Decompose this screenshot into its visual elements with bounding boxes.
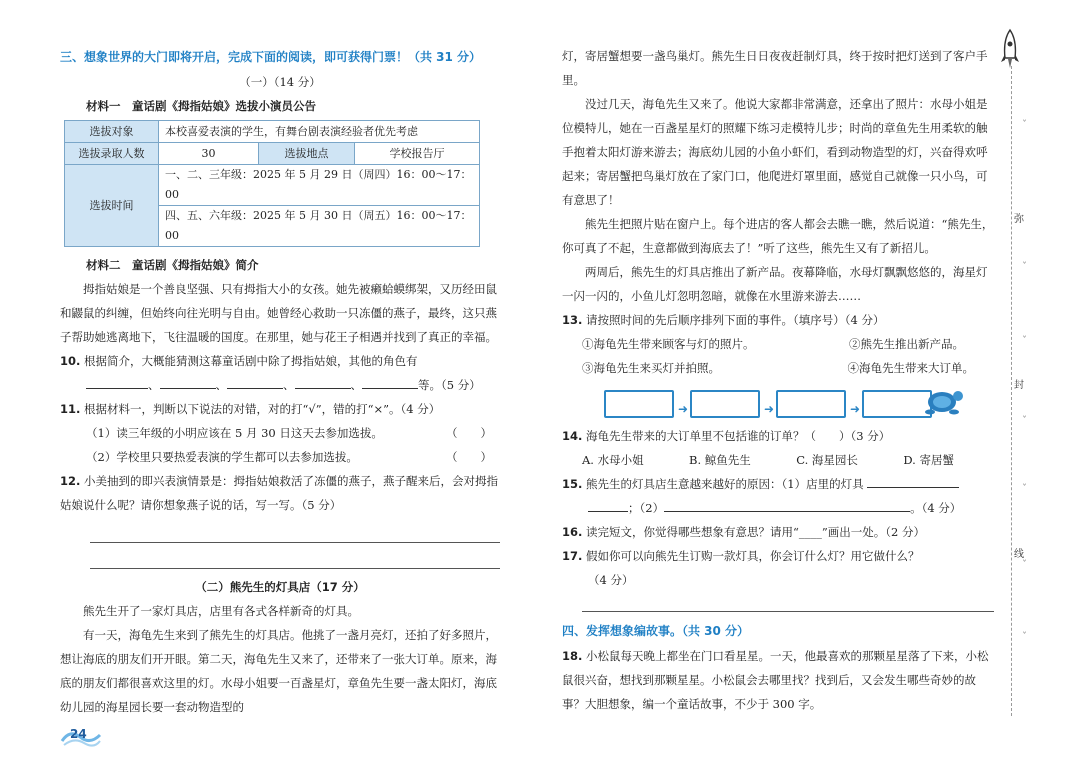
page-number-badge (60, 725, 102, 747)
q10-number: 10. (60, 354, 81, 368)
q13-event-3: ③海龟先生来买灯并拍照。 (582, 361, 720, 375)
q13-event-2: ②熊先生推出新产品。 (849, 337, 964, 351)
q15-number: 15. (562, 477, 583, 491)
material2-text: 拇指姑娘是一个善良坚强、只有拇指大小的女孩。她先被癞蛤蟆绑架，又历经田鼠和鼹鼠的纠缠，但始终向往光明与自由。她曾经心救助一只冻僵的燕子，最终，这只燕子帮助她逃离地下，飞往温暖的国度。在那里，她与花王子相遇并找到了真正的幸福。 (60, 282, 497, 344)
binding-mark: ˇ (1022, 484, 1027, 495)
q11-item-2 (60, 445, 500, 469)
q13-number: 13. (562, 313, 583, 327)
q14-option-a[interactable]: A. 水母小姐 (582, 453, 644, 467)
question-11 (60, 397, 500, 421)
story-paragraph-2: 有一天，海龟先生来到了熊先生的灯具店。他挑了一盏月亮灯，还拍了好多照片，想让海底的朋友们开开眼。第二天，海龟先生又来了，还带来了一张大订单。原来，海底的朋友们都很喜欢这里的灯。水母小姐要一百盏星灯，章鱼先生要一盏太阳灯，海底幼儿园的海星园长要一套动物造型的 (60, 628, 497, 714)
table-header-location: 选拔地点 (259, 143, 355, 165)
table-header-count: 选拔录取人数 (65, 143, 159, 165)
binding-mark: ˇ (1022, 262, 1027, 273)
q12-answer-line-2[interactable] (90, 551, 500, 569)
binding-char-1: 弥 (1014, 214, 1024, 225)
right-column (562, 44, 994, 716)
story-paragraph-2-continued: 灯，寄居蟹想要一盏鸟巢灯。熊先生日日夜夜赶制灯具，终于按时把灯送到了客户手里。 (562, 49, 988, 87)
q15-blank-1[interactable] (867, 474, 959, 488)
q13-event-1: ①海龟先生带来顾客与灯的照片。 (582, 337, 755, 351)
question-12 (60, 469, 500, 517)
q13-event-4: ④海龟先生带来大订单。 (847, 361, 974, 375)
q15-blank-1-cont[interactable] (588, 498, 628, 512)
table-header-time: 选拔时间 (65, 165, 159, 247)
story-paragraph-3: 没过几天，海龟先生又来了。他说大家都非常满意，还拿出了照片：水母小姐是位模特儿，她在一百盏星星灯的照耀下练习走模特儿步；时尚的章鱼先生用柔软的触手抱着太阳灯游来游去；海底幼儿园的小鱼小虾们，看到动物造型的灯，兴奋得欢呼起来；寄居蟹把鸟巢灯放在了家门口，他爬进灯罩里面，感觉自己就像一只小鸟，可有意思了！ (562, 97, 988, 207)
binding-mark: ˇ (1022, 632, 1027, 643)
q13-events-row-2 (562, 356, 994, 380)
q10-blank-3[interactable] (227, 375, 283, 389)
question-15 (562, 472, 994, 496)
material2-title: 材料二 童话剧《拇指姑娘》简介 (86, 258, 259, 272)
question-18 (562, 644, 994, 716)
arrow-right-icon: ➜ (850, 402, 861, 416)
q17-text: 假如你可以向熊先生订购一款灯具，你会订什么灯？用它做什么？ (586, 549, 920, 563)
story-paragraph-5: 两周后，熊先生的灯具店推出了新产品。夜幕降临，水母灯飘飘悠悠的，海星灯一闪一闪的，小鱼儿灯忽明忽暗，就像在水里游来游去…… (562, 265, 988, 303)
table-header-target: 选拔对象 (65, 121, 159, 143)
part1-title: （一）（14 分） (239, 75, 321, 89)
section3-title: 三、想象世界的大门即将开启，完成下面的阅读，即可获得门票！（共 31 分） (60, 50, 482, 64)
binding-char-2: 封 (1014, 380, 1024, 391)
q17-number: 17. (562, 549, 583, 563)
question-17 (562, 544, 994, 568)
question-13 (562, 308, 994, 332)
q10-blank-2[interactable] (160, 375, 216, 389)
q13-text: 请按照时间的先后顺序排列下面的事件。（填序号）（4 分） (586, 313, 885, 327)
binding-mark: ˇ (1022, 560, 1027, 571)
q15-line-2 (562, 496, 994, 520)
q15-blank-2[interactable] (664, 498, 910, 512)
q15-tail: 。（4 分） (910, 501, 962, 515)
q11-item-1 (60, 421, 500, 445)
table-cell-target: 本校喜爱表演的学生，有舞台剧表演经验者优先考虑 (159, 121, 480, 143)
part2-title: （二）熊先生的灯具店（17 分） (195, 580, 365, 594)
q16-number: 16. (562, 525, 583, 539)
q11-answer-1[interactable]: （ ） (446, 426, 492, 440)
q15-text: 熊先生的灯具店生意越来越好的原因：（1）店里的灯具 (586, 477, 864, 491)
q13-box-3[interactable] (776, 390, 846, 418)
q13-answer-boxes (562, 382, 994, 422)
q12-number: 12. (60, 474, 81, 488)
q10-answer-blanks: 、 、 、 、 等。（5 分） (60, 373, 500, 397)
q14-option-c[interactable]: C. 海星园长 (796, 453, 858, 467)
q17-answer-line[interactable] (582, 594, 994, 612)
q10-blank-1[interactable] (86, 375, 148, 389)
q14-options (562, 448, 994, 472)
section4-title: 四、发挥想象编故事。（共 30 分） (562, 624, 750, 638)
q10-tail: 等。（5 分） (418, 378, 481, 392)
notice-table (64, 120, 480, 247)
q14-number: 14. (562, 429, 583, 443)
q11-item-1-text: （1）读三年级的小明应该在 5 月 30 日这天去参加选拔。 (86, 426, 383, 440)
q12-answer-line-1[interactable] (90, 525, 500, 543)
material1-title: 材料一 童话剧《拇指姑娘》选拔小演员公告 (86, 99, 316, 113)
q11-text: 根据材料一，判断以下说法的对错，对的打“√”，错的打“×”。（4 分） (84, 402, 441, 416)
q14-option-b[interactable]: B. 鲸鱼先生 (689, 453, 751, 467)
q15-mid: ；（2） (628, 501, 665, 515)
left-column (60, 44, 500, 719)
q11-number: 11. (60, 402, 81, 416)
story-paragraph-4: 熊先生把照片贴在窗户上。每个进店的客人都会去瞧一瞧，然后说道：“熊先生，你可真了不起，生意都做到海底去了！”听了这些，熊先生又有了新招儿。 (562, 217, 994, 255)
q13-box-1[interactable] (604, 390, 674, 418)
q10-blank-5[interactable] (362, 375, 418, 389)
story-paragraph-1: 熊先生开了一家灯具店，店里有各式各样新奇的灯具。 (83, 604, 359, 618)
q13-box-2[interactable] (690, 390, 760, 418)
q17-score: （4 分） (588, 573, 634, 587)
rocket-icon (1000, 28, 1020, 72)
q11-item-2-text: （2）学校里只要热爱表演的学生都可以去参加选拔。 (86, 450, 358, 464)
q14-text: 海龟先生带来的大订单里不包括谁的订单？（ ）（3 分） (586, 429, 891, 443)
binding-mark: ˇ (1022, 416, 1027, 427)
arrow-right-icon: ➜ (764, 402, 775, 416)
q18-text: 小松鼠每天晚上都坐在门口看星星。一天，他最喜欢的那颗星星落了下来，小松鼠很兴奋，想找到那颗星星。小松鼠会去哪里找？找到后，又会发生哪些奇妙的故事？大胆想象，编一个童话故事，不少于 300 字。 (562, 649, 989, 711)
q18-number: 18. (562, 649, 583, 663)
q14-option-d[interactable]: D. 寄居蟹 (903, 453, 954, 467)
q13-events-row-1 (562, 332, 994, 356)
question-16 (562, 520, 994, 544)
table-cell-count: 30 (159, 143, 259, 165)
page-number: 24 (70, 727, 87, 741)
binding-char-3: 线 (1014, 549, 1024, 560)
q12-text: 小美抽到的即兴表演情景是：拇指姑娘救活了冻僵的燕子，燕子醒来后，会对拇指姑娘说什么呢？请你想象燕子说的话，写一写。（5 分） (60, 474, 499, 512)
q10-text: 根据简介，大概能猜测这幕童话剧中除了拇指姑娘，其他的角色有 (84, 354, 418, 368)
question-10 (60, 349, 500, 373)
q16-text: 读完短文，你觉得哪些想象有意思？请用“____”画出一处。（2 分） (586, 525, 926, 539)
q11-answer-2[interactable]: （ ） (446, 450, 492, 464)
table-cell-time-2: 四、五、六年级：2025 年 5 月 30 日（周五）16：00～17：00 (159, 206, 480, 247)
turtle-icon (922, 384, 964, 416)
question-14 (562, 424, 994, 448)
binding-dashed-line (1011, 66, 1012, 716)
arrow-right-icon: ➜ (678, 402, 689, 416)
table-cell-time-1: 一、二、三年级：2025 年 5 月 29 日（周四）16：00～17：00 (159, 165, 480, 206)
table-cell-location: 学校报告厅 (355, 143, 480, 165)
q10-blank-4[interactable] (295, 375, 351, 389)
binding-mark: ˇ (1022, 120, 1027, 131)
binding-mark: ˇ (1022, 336, 1027, 347)
